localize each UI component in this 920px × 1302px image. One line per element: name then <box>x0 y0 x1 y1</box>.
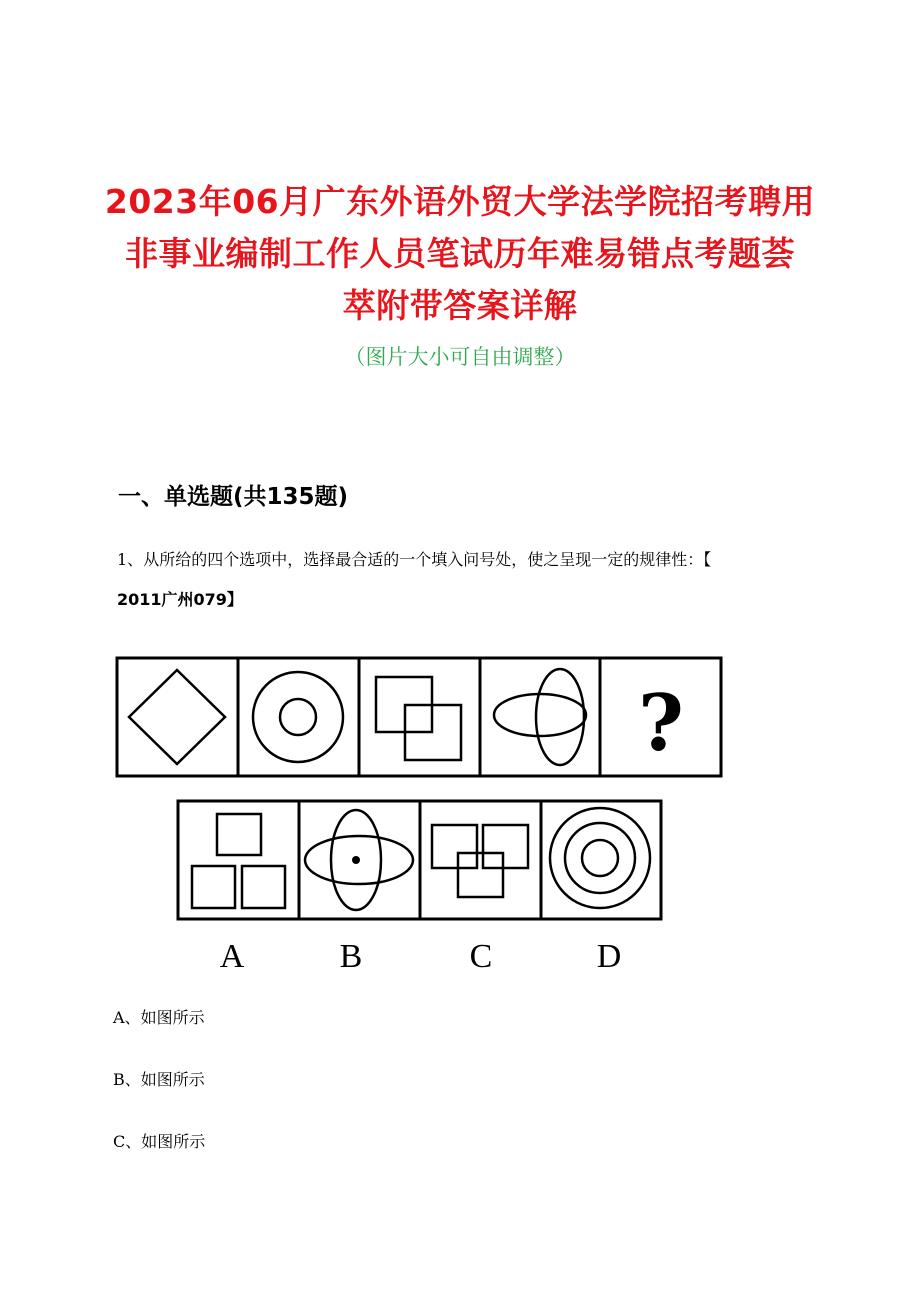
answer-option-a[interactable] <box>113 1007 205 1029</box>
title-line-3: 萃附带答案详解 <box>342 286 578 325</box>
overlapping-squares-shape <box>376 677 461 760</box>
question-number: 1、 <box>117 550 144 569</box>
answer-option-c-label: C、 <box>113 1132 142 1151</box>
answer-option-a-label: A、 <box>113 1008 141 1027</box>
option-d-figure <box>550 808 650 908</box>
title-line-2: 非事业编制工作人员笔试历年难易错点考题荟 <box>125 234 795 273</box>
subtitle: （图片大小可自由调整） <box>344 345 576 369</box>
option-label-d: D <box>596 938 622 975</box>
diamond-shape <box>129 670 225 764</box>
answer-option-c[interactable] <box>113 1131 205 1153</box>
option-c-figure <box>432 825 528 897</box>
sequence-row <box>117 658 721 776</box>
section-heading: 一、单选题(共135题) <box>118 484 349 510</box>
option-label-a: A <box>219 938 245 975</box>
answer-option-b-label: B、 <box>113 1070 141 1089</box>
answer-option-b[interactable] <box>113 1069 205 1091</box>
question-1 <box>117 540 817 620</box>
answer-option-c-text: 如图所示 <box>141 1132 206 1151</box>
crossed-ellipses-shape <box>494 669 586 765</box>
option-a-figure <box>192 814 285 908</box>
option-b-dot <box>352 856 360 864</box>
document-title <box>0 176 920 372</box>
options-row <box>178 801 661 919</box>
question-source: 2011广州079】 <box>117 590 243 609</box>
concentric-circles-shape <box>253 672 343 762</box>
question-figure <box>0 640 920 980</box>
question-mark: ? <box>638 678 684 769</box>
answer-option-a-text: 如图所示 <box>140 1008 205 1027</box>
option-label-c: C <box>469 938 493 975</box>
question-text: 从所给的四个选项中，选择最合适的一个填入问号处，使之呈现一定的规律性：【 <box>143 550 712 569</box>
sequence-frame <box>117 658 721 776</box>
title-line-1: 2023年06月广东外语外贸大学法学院招考聘用 <box>104 182 816 221</box>
answer-option-b-text: 如图所示 <box>140 1070 205 1089</box>
option-label-b: B <box>339 938 363 975</box>
